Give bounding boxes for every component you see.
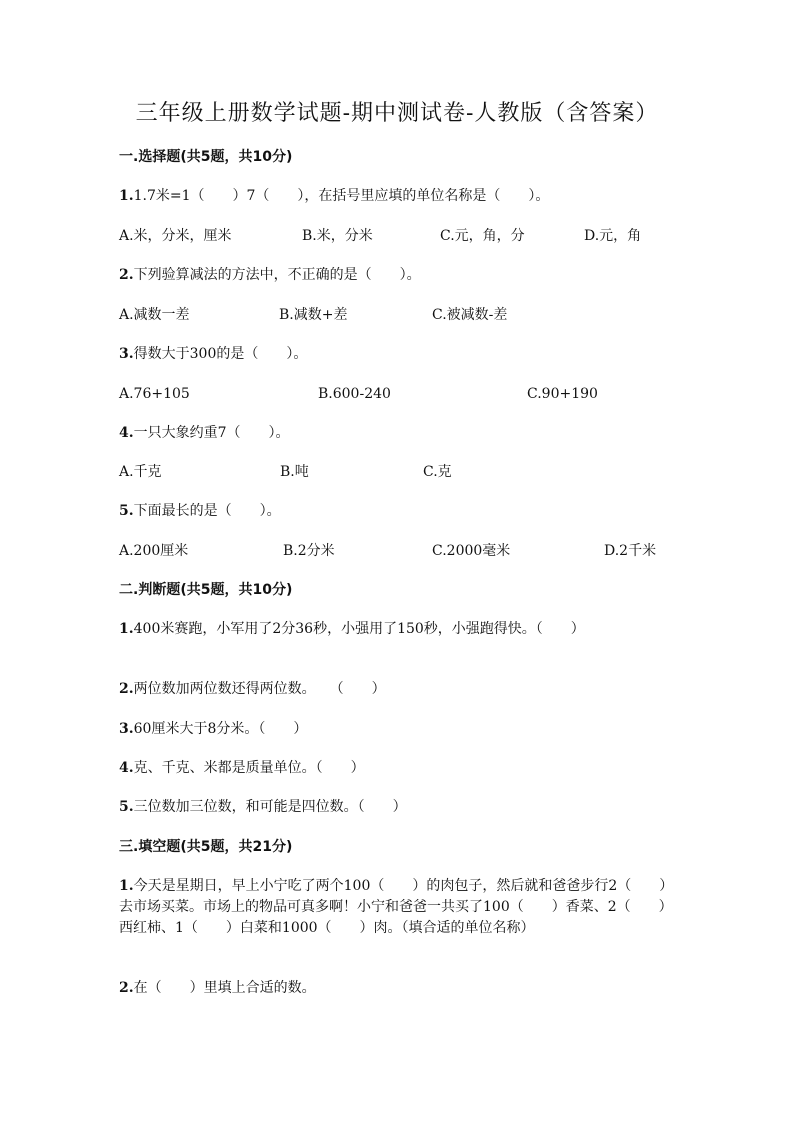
question-1-5 — [119, 501, 281, 521]
option-b: B.米，分米 — [302, 228, 373, 244]
question-number: 4. — [119, 425, 134, 441]
option-b: B.减数+差 — [279, 307, 348, 323]
question-2-4 — [119, 758, 365, 778]
question-2-5 — [119, 797, 407, 817]
question-2-1 — [119, 619, 585, 639]
question-text: 下面最长的是（ ）。 — [133, 503, 281, 519]
question-number: 2. — [119, 980, 134, 996]
option-a: A.减数一差 — [119, 307, 190, 323]
question-number: 2. — [119, 681, 134, 697]
question-number: 5. — [119, 503, 134, 519]
option-c: C.被减数-差 — [432, 307, 508, 323]
question-number: 2. — [119, 267, 134, 283]
question-text: 克、千克、米都是质量单位。（ ） — [133, 760, 365, 776]
question-number: 3. — [119, 721, 134, 737]
option-d: D.2千米 — [604, 543, 657, 559]
option-c: C.2000毫米 — [432, 543, 511, 559]
question-text: 三位数加三位数，和可能是四位数。（ ） — [133, 799, 407, 815]
question-number: 5. — [119, 799, 134, 815]
option-b: B.2分米 — [283, 543, 335, 559]
section-heading-judgement: 二.判断题(共5题，共10分) — [119, 582, 293, 598]
question-number: 3. — [119, 346, 134, 362]
question-2-3 — [119, 719, 307, 739]
question-number: 4. — [119, 760, 134, 776]
question-2-2 — [119, 679, 386, 699]
option-c: C.90+190 — [527, 386, 598, 402]
question-number: 1. — [119, 188, 134, 204]
option-a: A.千克 — [119, 464, 162, 480]
question-1-3 — [119, 344, 307, 364]
question-text: 今天是星期日，早上小宁吃了两个100（ ）的肉包子，然后就和爸爸步行2（ ）去市场买菜。市场上的物品可真多啊！小宁和爸爸一共买了100（ ）香菜、2（ ）西红柿、1（ ）白菜和1000（ ）肉。（填合适的单位名称） — [119, 878, 674, 936]
question-text: 400米赛跑，小军用了2分36秒，小强用了150秒，小强跑得快。（ ） — [133, 621, 585, 637]
option-d: D.元，角 — [584, 228, 642, 244]
section-heading-choice: 一.选择题(共5题，共10分) — [119, 149, 293, 165]
question-text: 60厘米大于8分米。（ ） — [133, 721, 308, 737]
option-b: B.600-240 — [318, 386, 391, 402]
page-title: 三年级上册数学试题-期中测试卷-人教版（含答案） — [135, 101, 659, 126]
question-text: 两位数加两位数还得两位数。 （ ） — [133, 681, 386, 697]
question-text: 1.7米=1（ ）7（ ），在括号里应填的单位名称是（ ）。 — [133, 188, 550, 204]
question-number: 1. — [119, 878, 134, 894]
question-text: 一只大象约重7（ ）。 — [133, 425, 290, 441]
option-c: C.元，角，分 — [440, 228, 525, 244]
question-1-1 — [119, 186, 549, 206]
section-heading-fill-blank: 三.填空题(共5题，共21分) — [119, 839, 293, 855]
option-a: A.米，分米，厘米 — [119, 228, 232, 244]
option-a: A.200厘米 — [119, 543, 189, 559]
question-1-2 — [119, 265, 421, 285]
question-1-4 — [119, 423, 290, 443]
question-text: 得数大于300的是（ ）。 — [133, 346, 308, 362]
question-text: 在（ ）里填上合适的数。 — [133, 980, 316, 996]
option-c: C.克 — [423, 464, 452, 480]
question-text: 下列验算减法的方法中，不正确的是（ ）。 — [133, 267, 421, 283]
question-number: 1. — [119, 621, 134, 637]
option-a: A.76+105 — [119, 386, 190, 402]
option-b: B.吨 — [280, 464, 309, 480]
question-3-2 — [119, 978, 316, 998]
question-3-1 — [119, 876, 679, 939]
